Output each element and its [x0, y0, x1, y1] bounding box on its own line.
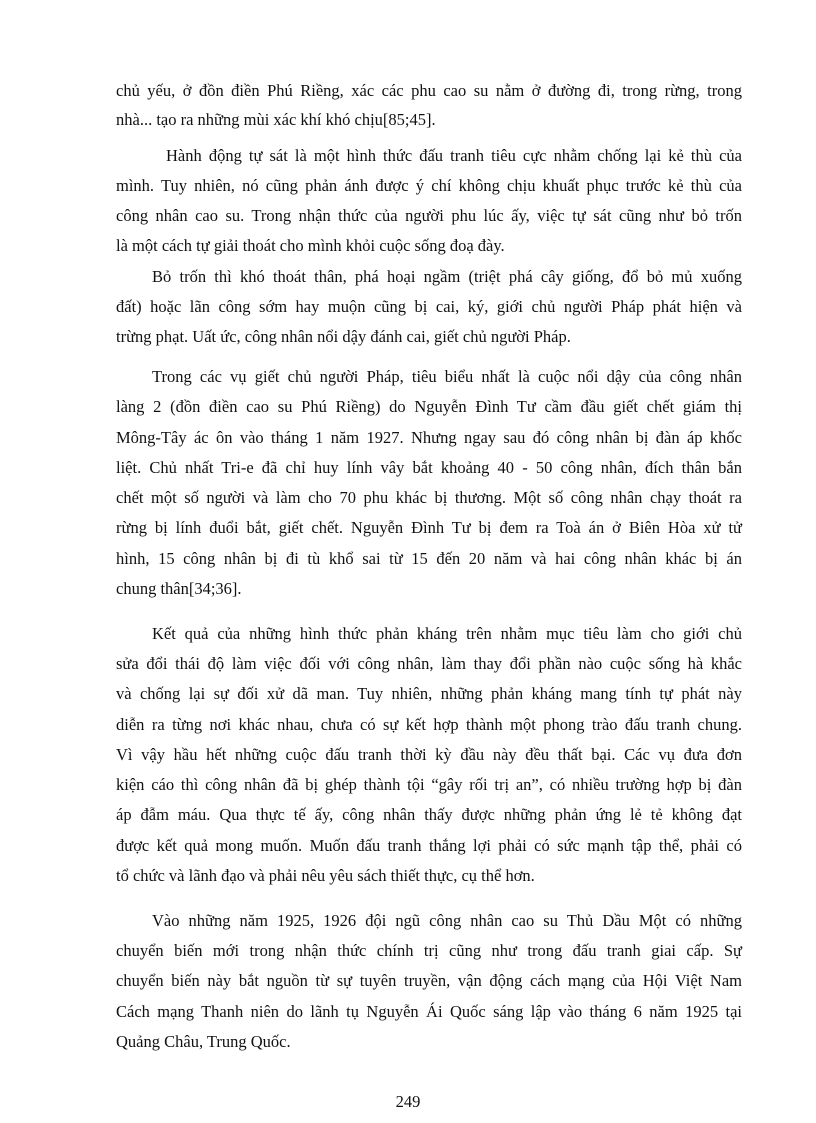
text-line: Bỏ trốn thì khó thoát thân, phá hoại ngầm (triệt phá cây giống, đổ bỏ mủ xuống [152, 267, 742, 286]
text-line: kiện cáo thì công nhân đã bị ghép thành tội “gây rối trị an”, có nhiều trường hợp bị đàn [116, 775, 742, 794]
text-line: Hành động tự sát là một hình thức đấu tranh tiêu cực nhằm chống lại kẻ thù của [166, 146, 742, 165]
text-line: công nhân cao su. Trong nhận thức của người phu lúc ấy, việc tự sát cũng như bỏ trốn [116, 206, 742, 225]
text-line: được kết quả mong muốn. Muốn đấu tranh thắng lợi phải có sức mạnh tập thể, phải có [116, 836, 742, 855]
text-line: Cách mạng Thanh niên do lãnh tụ Nguyễn Ái Quốc sáng lập vào tháng 6 năm 1925 tại [116, 1002, 742, 1021]
text-line: Mông-Tây ác ôn vào tháng 1 năm 1927. Nhưng ngay sau đó công nhân bị đàn áp khốc [116, 428, 742, 447]
text-line: liệt. Chủ nhất Tri-e đã chỉ huy lính vây bắt khoảng 40 - 50 công nhân, đích thân bắn [116, 458, 742, 477]
text-line: Vì vậy hầu hết những cuộc đấu tranh thời kỳ đầu này đều thất bại. Các vụ đưa đơn [116, 745, 742, 764]
text-line: rừng bị lính đuổi bắt, giết chết. Nguyễn Đình Tư bị đem ra Toà án ở Biên Hòa xử tử [116, 518, 742, 537]
text-line: áp đẫm máu. Qua thực tế ấy, công nhân thấy được những phản ứng lẻ tẻ không đạt [116, 805, 742, 824]
text-line: Quảng Châu, Trung Quốc. [116, 1032, 291, 1051]
text-line: Trong các vụ giết chủ người Pháp, tiêu biểu nhất là cuộc nổi dậy của công nhân [152, 367, 742, 386]
text-line: làng 2 (đồn điền cao su Phú Riềng) do Nguyễn Đình Tư cầm đầu giết chết giám thị [116, 397, 742, 416]
text-line: mình. Tuy nhiên, nó cũng phản ánh được ý chí không chịu khuất phục trước kẻ thù của [116, 176, 742, 195]
text-line: chủ yếu, ở đồn điền Phú Riềng, xác các phu cao su nằm ở đường đi, trong rừng, trong [116, 81, 742, 100]
page-number: 249 [395, 1092, 421, 1111]
text-line: đất) hoặc lãn công sớm hay muộn cũng bị cai, ký, giới chủ người Pháp phát hiện và [116, 297, 742, 316]
text-line: là một cách tự giải thoát cho mình khỏi cuộc sống đoạ đày. [116, 236, 505, 255]
text-line: Kết quả của những hình thức phản kháng trên nhằm mục tiêu làm cho giới chủ [152, 624, 742, 643]
text-line: nhà... tạo ra những mùi xác khí khó chịu[85;45]. [116, 110, 436, 129]
text-line: chung thân[34;36]. [116, 579, 242, 598]
text-line: Vào những năm 1925, 1926 đội ngũ công nhân cao su Thủ Dầu Một có những [152, 911, 742, 930]
text-line: và chống lại sự đối xử dã man. Tuy nhiên, những phản kháng mang tính tự phát này [116, 684, 742, 703]
text-line: chết một số người và làm cho 70 phu khác bị thương. Một số công nhân chạy thoát ra [116, 488, 742, 507]
text-line: tổ chức và lãnh đạo và phải nêu yêu sách thiết thực, cụ thể hơn. [116, 866, 535, 885]
text-line: hình, 15 công nhân bị đi tù khổ sai từ 15 đến 20 năm và hai công nhân khác bị án [116, 549, 742, 568]
text-line: sửa đổi thái độ làm việc đối với công nhân, làm thay đổi phần nào cuộc sống hà khắc [116, 654, 742, 673]
text-line: chuyển biến này bắt nguồn từ sự tuyên truyền, vận động cách mạng của Hội Việt Nam [116, 971, 742, 990]
text-line: trừng phạt. Uất ức, công nhân nổi dậy đánh cai, giết chủ người Pháp. [116, 327, 571, 346]
text-line: diễn ra từng nơi khác nhau, chưa có sự kết hợp thành một phong trào đấu tranh chung. [116, 715, 742, 734]
text-line: chuyển biến mới trong nhận thức chính trị cũng như trong đấu tranh giai cấp. Sự [116, 941, 742, 960]
